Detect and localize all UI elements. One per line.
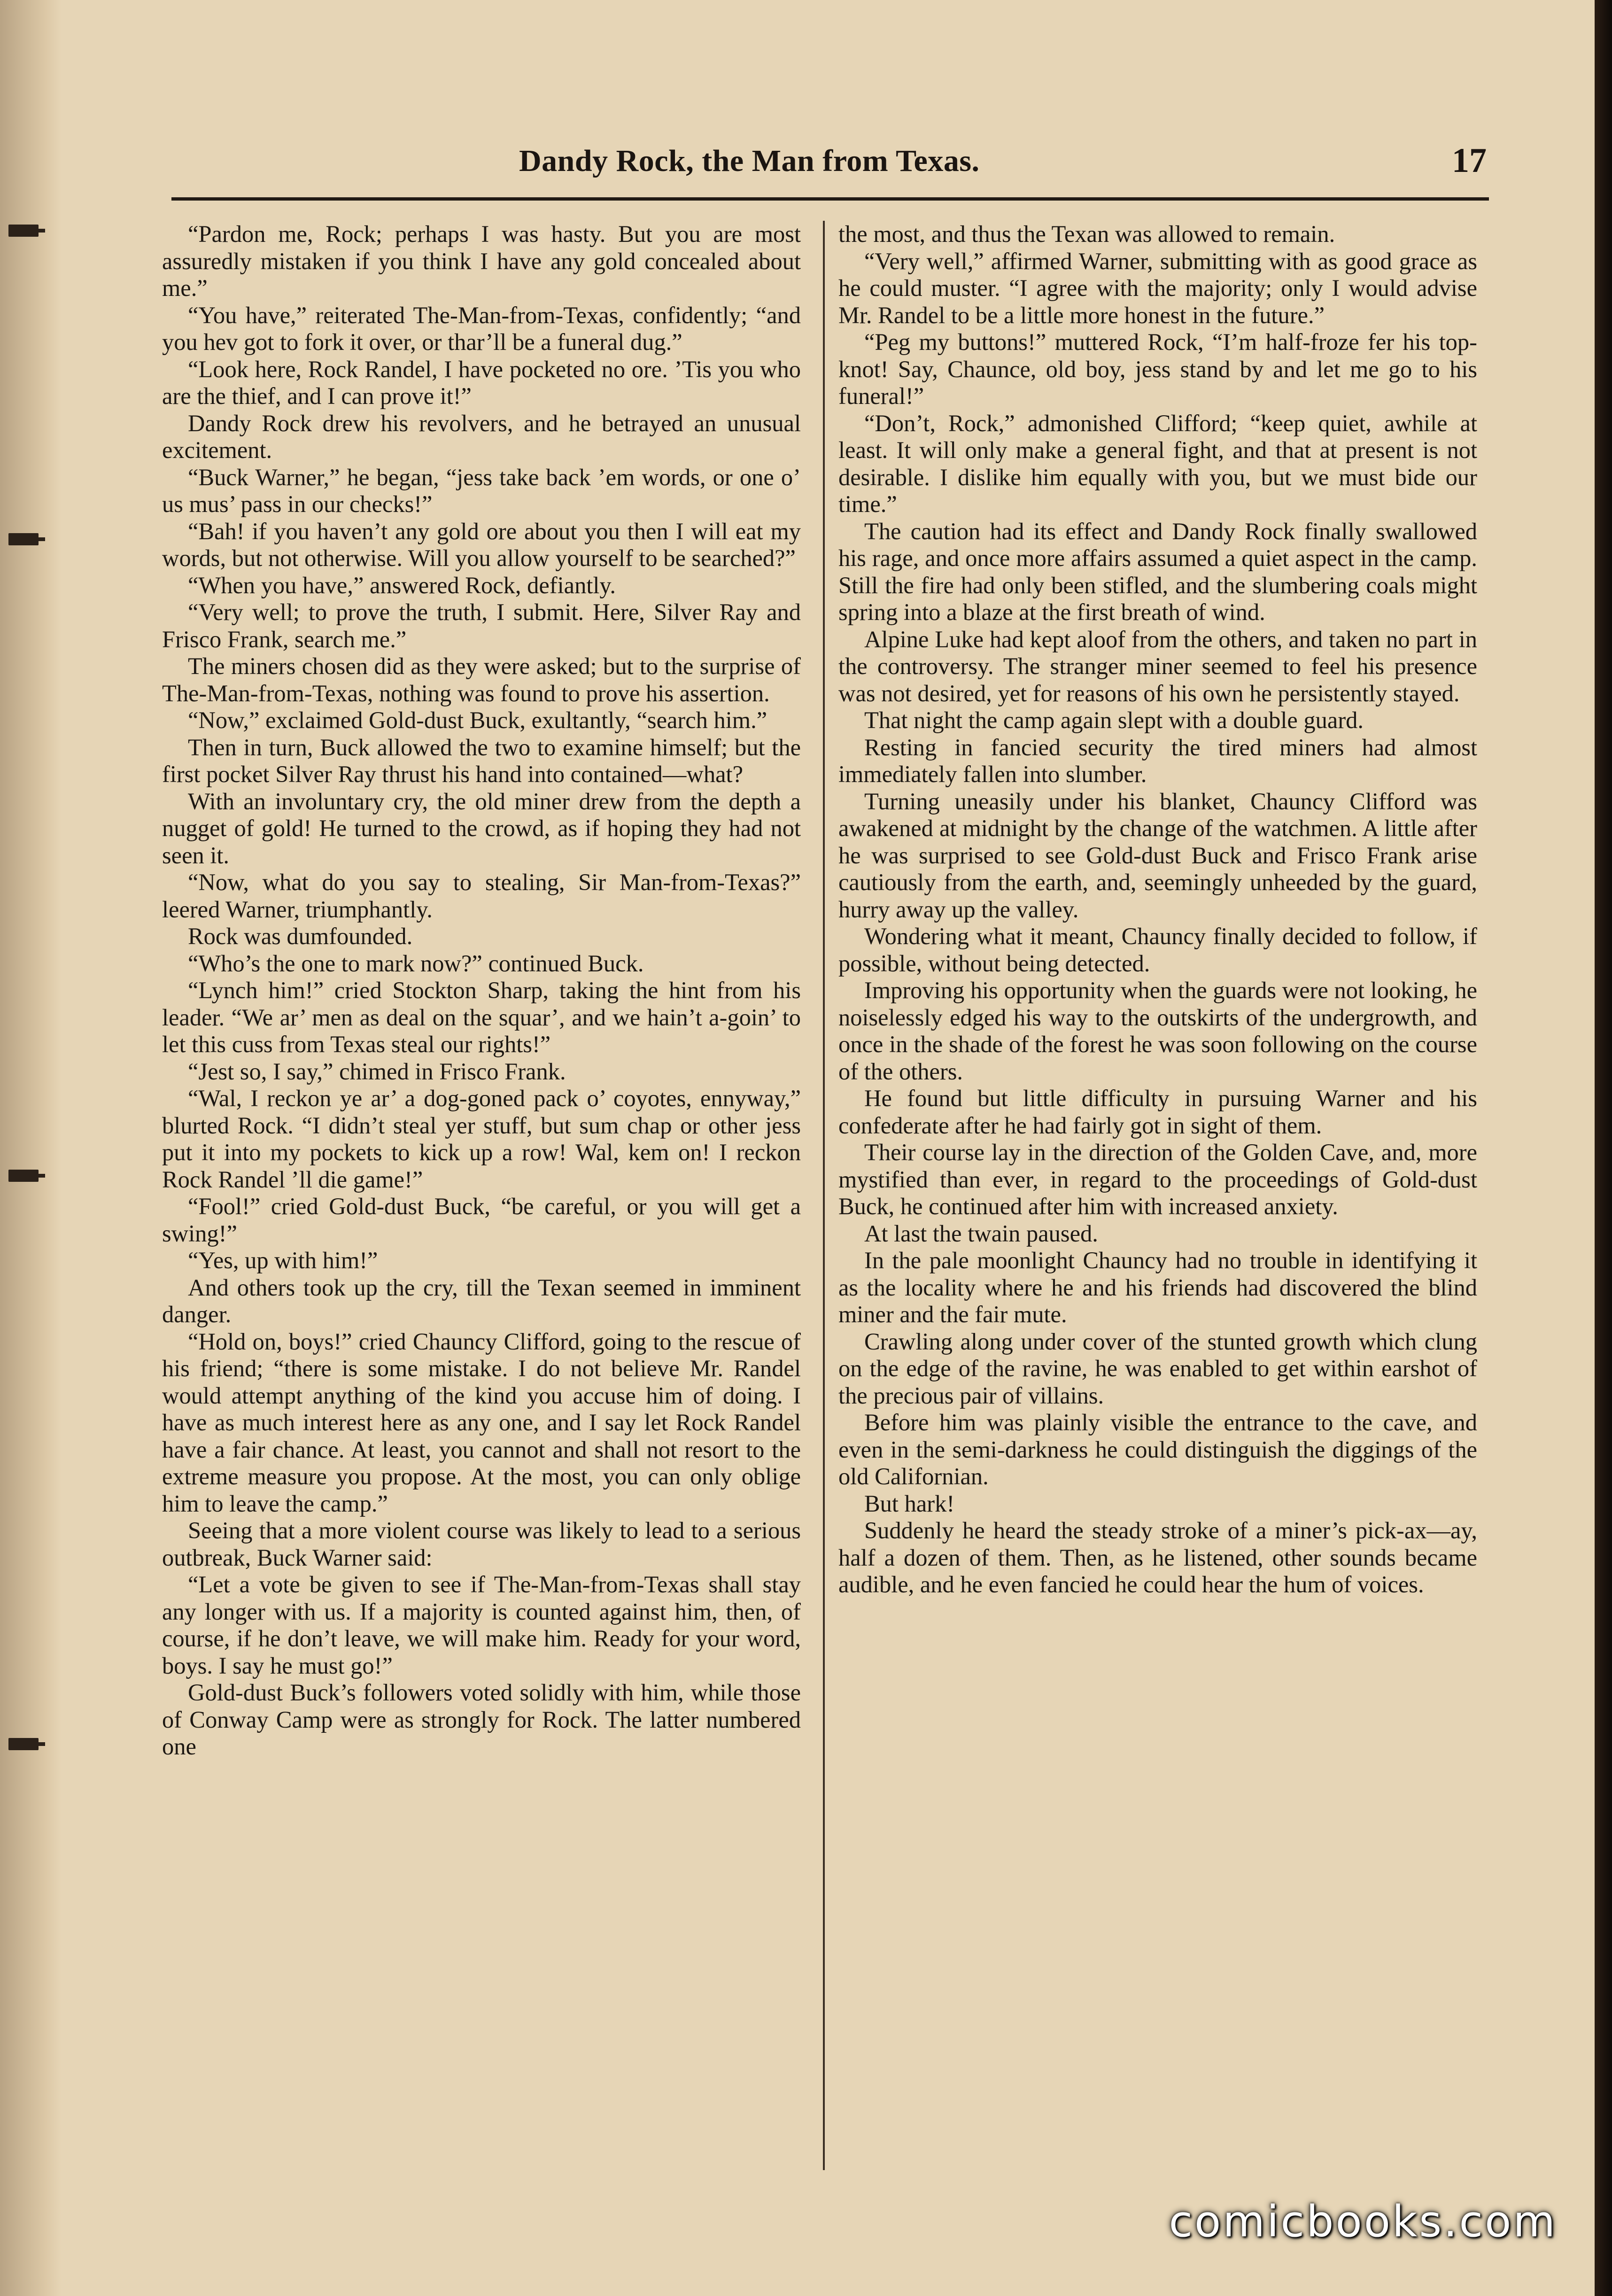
column-divider: [823, 221, 825, 2170]
left-text-column: [162, 221, 801, 1761]
paragraph: “Let a vote be given to see if The-Man-from-Texas shall stay any longer with us. If a majority is counted against him, then, of course, if he don’t leave, we will make him. Ready for your word, boys. I say he must go!”: [162, 1571, 801, 1679]
paragraph: “Look here, Rock Randel, I have pocketed no ore. ’Tis you who are the thief, and I can prove it!”: [162, 356, 801, 409]
paragraph: “Now,” exclaimed Gold-dust Buck, exultantly, “search him.”: [188, 707, 767, 733]
paragraph: Resting in fancied security the tired miners had almost immediately fallen into slumber.: [838, 734, 1477, 787]
paragraph: He found but little difficulty in pursuing Warner and his confederate after he had fairly got in sight of them.: [838, 1085, 1477, 1139]
paragraph: “When you have,” answered Rock, defiantly.: [188, 572, 616, 598]
paragraph: “Bah! if you haven’t any gold ore about you then I will eat my words, but not otherwise. Will you allow yourself to be searched?”: [162, 518, 801, 571]
paragraph: In the pale moonlight Chauncy had no trouble in identifying it as the locality where he and his friends had discovered the blind miner and the fair mute.: [838, 1247, 1477, 1327]
paragraph: Improving his opportunity when the guards were not looking, he noiselessly edged his way to the outskirts of the undergrowth, and once in the shade of the forest he was soon following on the course of the others.: [838, 977, 1477, 1085]
paragraph: the most, and thus the Texan was allowed to remain.: [838, 221, 1335, 247]
paragraph: “Hold on, boys!” cried Chauncy Clifford, going to the rescue of his friend; “there is some mistake. I do not believe Mr. Randel would attempt anything of the kind you accuse him of doing. I have as much interest here as any one, and I say let Rock Randel have a fair chance. At least, you cannot and shall not resort to the extreme measure you propose. At the most, you can only oblige him to leave the camp.”: [162, 1328, 801, 1517]
watermark: comicbooks.com: [1169, 2196, 1557, 2247]
paragraph: Suddenly he heard the steady stroke of a miner’s pick-ax—ay, half a dozen of them. Then, as he listened, other sounds became audible, and he even fancied he could hear the hum of voices.: [838, 1517, 1477, 1598]
paragraph: The caution had its effect and Dandy Rock finally swallowed his rage, and once more affairs assumed a quiet aspect in the camp. Still the fire had only been stifled, and the slumbering coals might spring into a blaze at the first breath of wind.: [838, 518, 1477, 625]
paragraph: “Jest so, I say,” chimed in Frisco Frank.: [188, 1058, 566, 1085]
right-text-column: [838, 221, 1477, 1598]
paragraph: But hark!: [864, 1490, 955, 1517]
paragraph: That night the camp again slept with a double guard.: [864, 707, 1364, 733]
paragraph: “Very well; to prove the truth, I submit. Here, Silver Ray and Frisco Frank, search me.”: [162, 599, 801, 652]
paragraph: The miners chosen did as they were asked; but to the surprise of The-Man-from-Texas, nothing was found to prove his assertion.: [162, 653, 801, 706]
paragraph: “You have,” reiterated The-Man-from-Texas, confidently; “and you hev got to fork it over, or thar’ll be a funeral dug.”: [162, 302, 801, 355]
paragraph: “Buck Warner,” he began, “jess take back ’em words, or one o’ us mus’ pass in our checks!”: [162, 464, 801, 517]
scan-edge: [1595, 0, 1612, 2296]
running-title: Dandy Rock, the Man from Texas.: [519, 144, 980, 178]
paragraph: Turning uneasily under his blanket, Chauncy Clifford was awakened at midnight by the change of the watchmen. A little after he was surprised to see Gold-dust Buck and Frisco Frank arise cautiously from the earth, and, seemingly unheeded by the guard, hurry away up the valley.: [838, 788, 1477, 923]
paragraph: “Lynch him!” cried Stockton Sharp, taking the hint from his leader. “We ar’ men as deal on the squar’, and we hain’t a-goin’ to let this cuss from Texas steal our rights!”: [162, 977, 801, 1057]
paragraph: “Now, what do you say to stealing, Sir Man-from-Texas?” leered Warner, triumphantly.: [162, 869, 801, 923]
paragraph: “Fool!” cried Gold-dust Buck, “be careful, or you will get a swing!”: [162, 1193, 801, 1247]
header-rule: [171, 197, 1489, 201]
paragraph: Their course lay in the direction of the Golden Cave, and, more mystified than ever, in regard to the proceedings of Gold-dust Buck, he continued after him with increased anxiety.: [838, 1139, 1477, 1219]
binding-stitch: [8, 225, 39, 237]
page-number: 17: [1452, 141, 1487, 180]
paragraph: And others took up the cry, till the Texan seemed in imminent danger.: [162, 1274, 801, 1327]
paragraph: “Pardon me, Rock; perhaps I was hasty. But you are most assuredly mistaken if you think I have any gold concealed about me.”: [162, 221, 801, 301]
paragraph: Crawling along under cover of the stunted growth which clung on the edge of the ravine, he was enabled to get within earshot of the precious pair of villains.: [838, 1328, 1477, 1409]
paragraph: With an involuntary cry, the old miner drew from the depth a nugget of gold! He turned to the crowd, as if hoping they had not seen it.: [162, 788, 801, 869]
binding-stitch: [8, 533, 39, 545]
paragraph: Before him was plainly visible the entrance to the cave, and even in the semi-darkness he could distinguish the diggings of the old Californian.: [838, 1409, 1477, 1489]
binding-stitch: [8, 1738, 39, 1750]
binding-stitch: [8, 1170, 39, 1182]
paragraph: “Peg my buttons!” muttered Rock, “I’m half-froze fer his top-knot! Say, Chaunce, old boy, jess stand by and let me go to his funeral!”: [838, 329, 1477, 409]
paragraph: “Yes, up with him!”: [188, 1247, 378, 1273]
paragraph: Wondering what it meant, Chauncy finally decided to follow, if possible, without being detected.: [838, 923, 1477, 977]
binding-gutter: [0, 0, 61, 2296]
paragraph: “Who’s the one to mark now?” continued Buck.: [188, 950, 644, 977]
paragraph: Gold-dust Buck’s followers voted solidly with him, while those of Conway Camp were as strongly for Rock. The latter numbered one: [162, 1679, 801, 1760]
paragraph: Then in turn, Buck allowed the two to examine himself; but the first pocket Silver Ray thrust his hand into contained—what?: [162, 734, 801, 787]
paragraph: “Very well,” affirmed Warner, submitting with as good grace as he could muster. “I agree with the majority; only I would advise Mr. Randel to be a little more honest in the future.”: [838, 248, 1477, 328]
paragraph: “Don’t, Rock,” admonished Clifford; “keep quiet, awhile at least. It will only make a general fight, and that at present is not desirable. I dislike him equally with you, but we must bide our time.”: [838, 410, 1477, 517]
paragraph: Alpine Luke had kept aloof from the others, and taken no part in the controversy. The stranger miner seemed to feel his presence was not desired, yet for reasons of his own he persistently stayed.: [838, 626, 1477, 706]
paragraph: Dandy Rock drew his revolvers, and he betrayed an unusual excitement.: [162, 410, 801, 463]
paragraph: Rock was dumfounded.: [188, 923, 413, 949]
paragraph: Seeing that a more violent course was likely to lead to a serious outbreak, Buck Warner said:: [162, 1517, 801, 1571]
paragraph: At last the twain paused.: [864, 1220, 1098, 1247]
paragraph: “Wal, I reckon ye ar’ a dog-goned pack o’ coyotes, ennyway,” blurted Rock. “I didn’t steal yer stuff, but sum chap or other jess put it into my pockets to kick up a row! Wal, kem on! I reckon Rock Randel ’ll die game!”: [162, 1085, 801, 1193]
